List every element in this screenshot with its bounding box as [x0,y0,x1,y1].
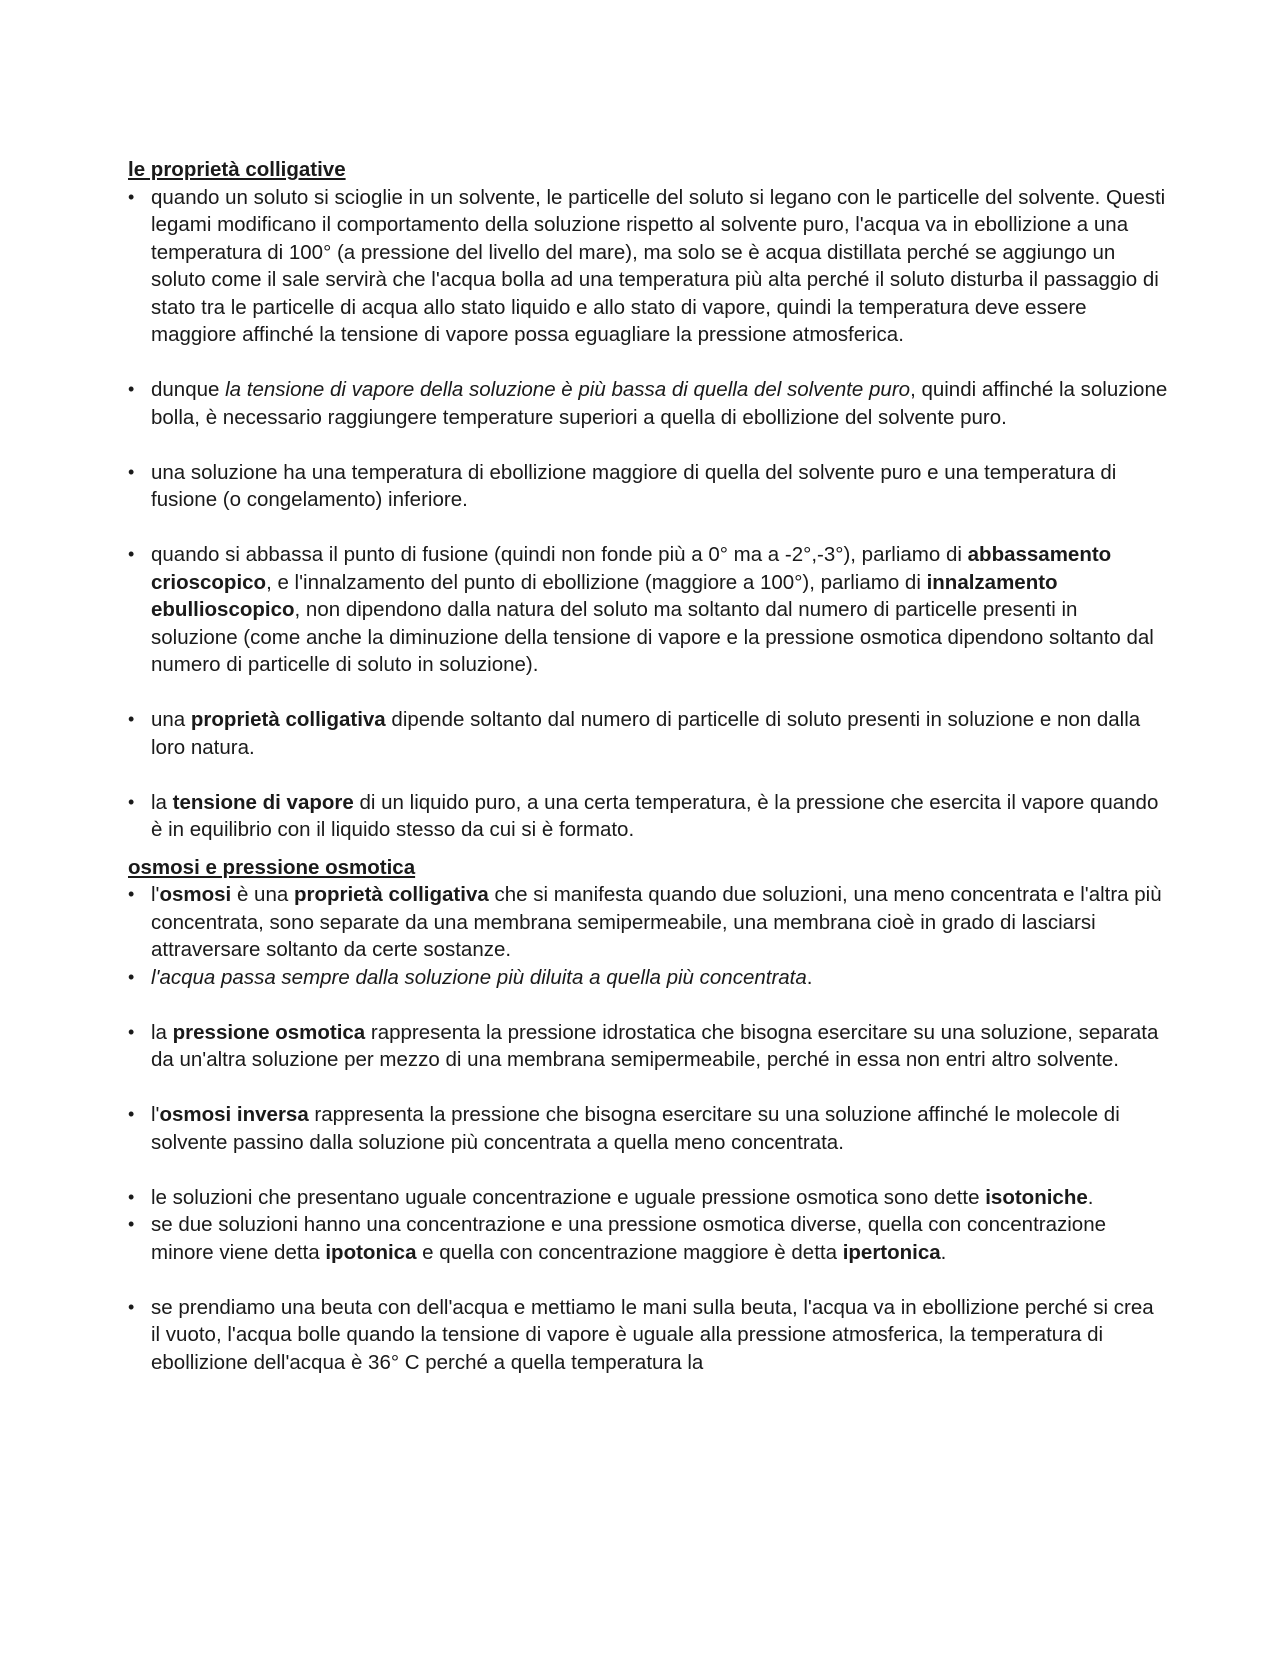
section-title-colligative: le proprietà colligative [128,158,346,181]
section-title-osmosi: osmosi e pressione osmotica [128,855,416,879]
list-item: • l'osmosi è una proprietà colligativa che si manifesta quando due soluzioni, una meno concentrata e l'altra più concentrata, sono separate da una membrana semipermeabile, una membrana cioè in grado di lasciarsi attraversare soltanto da certe sostanze. [128,881,1168,964]
list-item: • la pressione osmotica rappresenta la pressione idrostatica che bisogna esercitare su una soluzione, separata da un'altra soluzione per mezzo di una membrana semipermeabile, perché in essa non entri altro solvente. [128,1019,1168,1074]
emphasis-text: la tensione di vapore della soluzione è più bassa di quella del solvente puro [225,378,911,401]
term-osmosi-inversa: osmosi inversa [159,1103,309,1126]
list-item: • dunque la tensione di vapore della soluzione è più bassa di quella del solvente puro, quindi affinché la soluzione bolla, è necessario raggiungere temperature superiori a quella di ebollizione del solvente puro. [128,376,1168,431]
list-item: • l'acqua passa sempre dalla soluzione più diluita a quella più concentrata. [128,964,1168,992]
term-proprieta-colligativa: proprietà colligativa [293,883,489,906]
list-item: • quando si abbassa il punto di fusione (quindi non fonde più a 0° ma a -2°,-3°), parliamo di abbassamento crioscopico, e l'innalzamento del punto di ebollizione (maggiore a 100°), parliamo di innalzamento ebullioscopico, non dipendono dalla natura del soluto ma soltanto dal numero di particelle presenti in soluzione (come anche la diminuzione della tensione di vapore e la pressione osmotica dipendono soltanto dal numero di particelle di soluto in soluzione). [128,541,1168,679]
emphasis-text: l'acqua passa sempre dalla soluzione più diluita a quella più concentrata [151,965,807,989]
list-item: • l'osmosi inversa rappresenta la pressione che bisogna esercitare su una soluzione affinché le molecole di solvente passino dalla soluzione più concentrata a quella meno concentrata. [128,1101,1168,1156]
list-item: • se prendiamo una beuta con dell'acqua e mettiamo le mani sulla beuta, l'acqua va in ebollizione perché si crea il vuoto, l'acqua bolle quando la tensione di vapore è uguale alla pressione atmosferica, la temperatura di ebollizione dell'acqua è 36° C perché a quella temperatura la [128,1294,1168,1377]
list-item: • quando un soluto si scioglie in un solvente, le particelle del soluto si legano con le particelle del solvente. Questi legami modificano il comportamento della soluzione rispetto al solvente puro, l'acqua va in ebollizione a una temperatura di 100° (a pressione del livello del mare), ma solo se è acqua distillata perché se aggiungo un soluto come il sale servirà che l'acqua bolla ad una temperatura più alta perché il soluto disturba il passaggio di stato tra le particelle di acqua allo stato liquido e allo stato di vapore, quindi la temperatura deve essere maggiore affinché la tensione di vapore possa eguagliare la pressione atmosferica. [128,184,1168,349]
term-ipertonica: ipertonica [842,1240,941,1264]
list-item: • la tensione di vapore di un liquido puro, a una certa temperatura, è la pressione che esercita il vapore quando è in equilibrio con il liquido stesso da cui si è formato. [128,789,1168,844]
list-item: • le soluzioni che presentano uguale concentrazione e uguale pressione osmotica sono dette isotoniche. [128,1184,1168,1212]
term-ipotonica: ipotonica [325,1240,417,1264]
term-osmosi: osmosi [159,883,232,906]
term-tensione-di-vapore: tensione di vapore [172,790,354,814]
bullet-list-osmosi [128,881,1168,1376]
list-item: • una soluzione ha una temperatura di ebollizione maggiore di quella del solvente puro e una temperatura di fusione (o congelamento) inferiore. [128,459,1168,514]
list-item: • una proprietà colligativa dipende soltanto dal numero di particelle di soluto presenti in soluzione e non dalla loro natura. [128,706,1168,761]
term-pressione-osmotica: pressione osmotica [172,1020,366,1044]
bullet-list-colligative [128,184,1168,844]
term-innalzamento-ebullioscopico: innalzamento ebullioscopico [151,570,1058,621]
term-proprieta-colligativa: proprietà colligativa [190,708,386,731]
document-content [128,156,1168,1376]
term-abbassamento-crioscopico: abbassamento crioscopico [151,543,1112,594]
term-isotoniche: isotoniche [985,1185,1088,1209]
list-item: • se due soluzioni hanno una concentrazione e una pressione osmotica diverse, quella con concentrazione minore viene detta ipotonica e quella con concentrazione maggiore è detta ipertonica. [128,1211,1168,1266]
